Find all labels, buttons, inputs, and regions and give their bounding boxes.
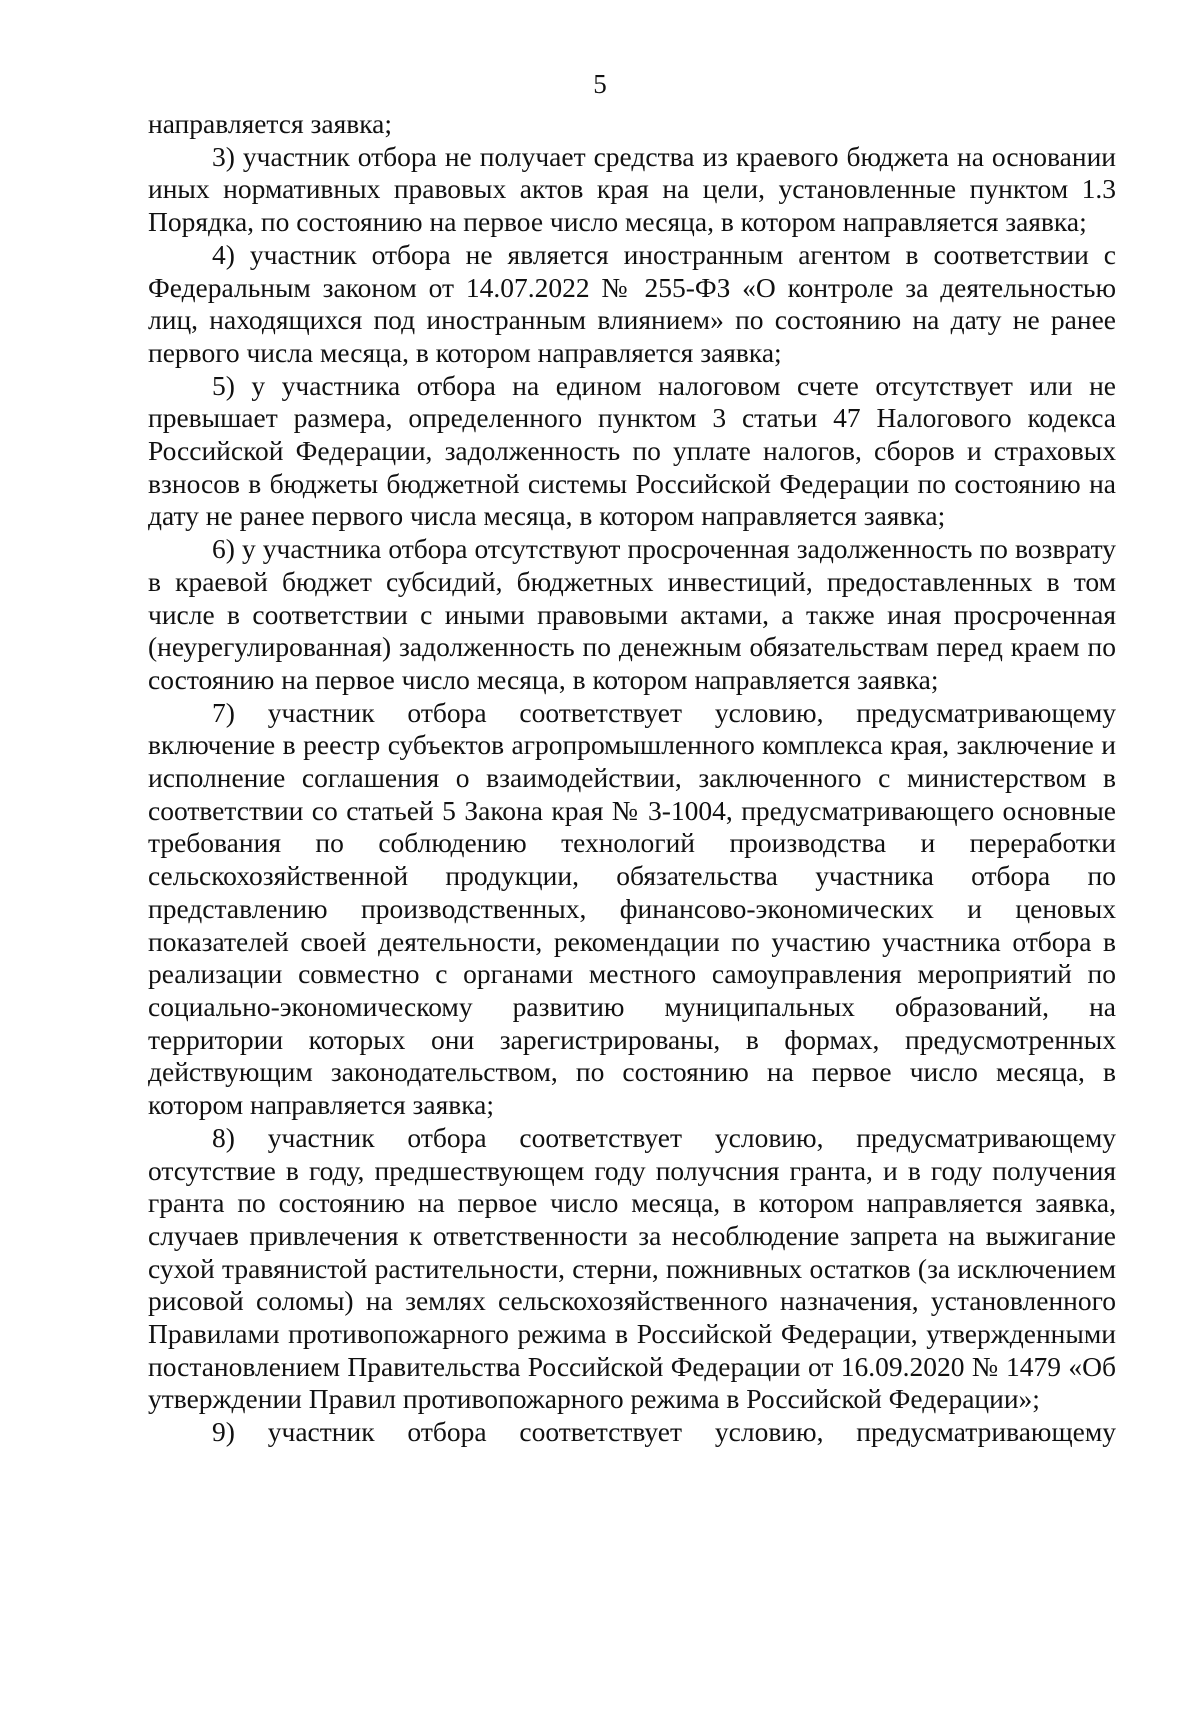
paragraph-item-9: 9) участник отбора соответствует условию, предусматривающему [212, 1416, 1116, 1448]
paragraph-item-8: 8) участник отбора соответствует условию, предусматривающему отсутствие в году, предшествующем году получсния гранта, и в году получения гранта по состоянию на первое число месяца, в котором направляется заявка, случаев привлечения к ответственности за несоблюдение запрета на выжигание сухой травянистой растительности, стерни, пожнивных остатков (за исключением рисовой соломы) на землях сельскохозяйственного назначения, установленного Правилами противопожарного режима в Российской Федерации, утвержденными постановлением Правительства Российской Федерации от 16.09.2020 № 1479 «Об утверждении Правил противопожарного режима в Российской Федерации»; [148, 1121, 1116, 1415]
paragraph-item-3: 3) участник отбора не получает средства из краевого бюджета на основании иных нормативных правовых актов края на цели, установленные пунктом 1.3 Порядка, по состоянию на первое число месяца, в котором направляется заявка; [148, 140, 1116, 238]
paragraph-item-7: 7) участник отбора соответствует условию, предусматривающему включение в реестр субъектов агропромышленного комплекса края, заключение и исполнение соглашения о взаимодействии, заключенного с министерством в соответствии со статьей 5 Закона края № 3-1004, предусматривающего основные требования по соблюдению технологий производства и переработки сельскохозяйственной продукции, обязательства участника отбора по представлению производственных, финансово-экономических и ценовых показателей своей деятельности, рекомендации по участию участника отбора в реализации совместно с органами местного самоуправления мероприятий по социально-экономическому развитию муниципальных образований, на территории которых они зарегистрированы, в формах, предусмотренных действующим законодательством, по состоянию на первое число месяца, в котором направляется заявка; [148, 696, 1116, 1121]
document-body [148, 108, 1116, 1449]
paragraph-continuation: направляется заявка; [148, 108, 393, 139]
paragraph-item-4: 4) участник отбора не является иностранным агентом в соответствии с Федеральным законом от 14.07.2022 № 255-ФЗ «О контроле за деятельностью лиц, находящихся под иностранным влиянием» по состоянию на дату не ранее первого числа месяца, в котором направляется заявка; [148, 238, 1116, 368]
paragraph-item-5: 5) у участника отбора на едином налоговом счете отсутствует или не превышает размера, определенного пунктом 3 статьи 47 Налогового кодекса Российской Федерации, задолженность по уплате налогов, сборов и страховых взносов в бюджеты бюджетной системы Российской Федерации по состоянию на дату не ранее первого числа месяца, в котором направляется заявка; [148, 369, 1116, 532]
page-number: 5 [593, 69, 607, 99]
paragraph-item-6: 6) у участника отбора отсутствуют просроченная задолженность по возврату в краевой бюджет субсидий, бюджетных инвестиций, предоставленных в том числе в соответствии с иными правовыми актами, а также иная просроченная (неурегулированная) задолженность по денежным обязательствам перед краем по состоянию на первое число месяца, в котором направляется заявка; [148, 533, 1116, 695]
